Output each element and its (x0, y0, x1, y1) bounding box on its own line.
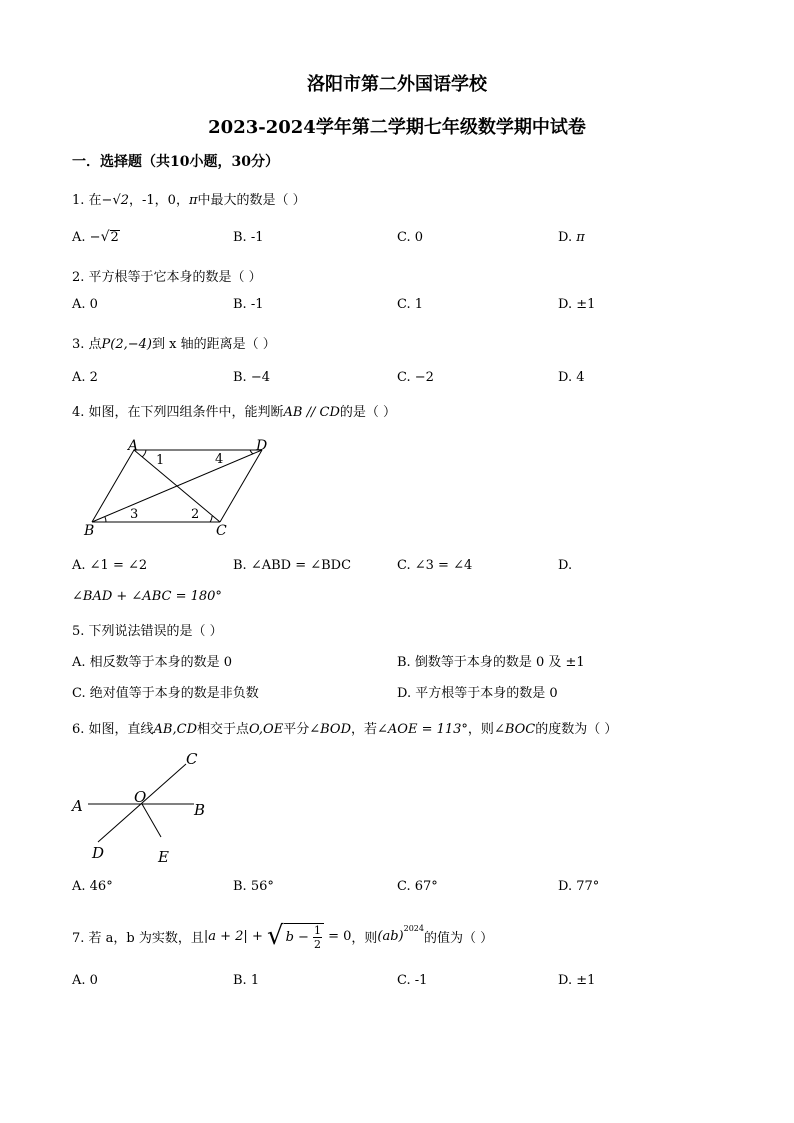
q4-prefix: 4. 如图，在下列四组条件中，能判断 (72, 405, 284, 420)
q1-pi: π (188, 193, 198, 208)
q6-option-c[interactable]: C. 67° (397, 879, 438, 894)
q1-sep2: ， (175, 193, 189, 208)
q7-mid: ，则 (351, 930, 378, 946)
minus-sign: − (89, 230, 101, 245)
ray-oe (142, 804, 161, 837)
q7-prefix: 7. 若 a，b 为实数，且 (72, 930, 204, 946)
q6-suffix: 的度数为（ ） (535, 722, 618, 737)
exam-title: 2023-2024学年第二学期七年级数学期中试卷 (208, 117, 586, 138)
diagonal-bd (92, 450, 262, 522)
label-angle-1: 1 (156, 453, 165, 468)
section-title: 一．选择题（共10小题，30分） (72, 154, 279, 170)
q3-prefix: 3. 点 (72, 337, 102, 352)
question-5: 5. 下列说法错误的是（ ） (72, 624, 223, 639)
q2-option-d[interactable]: D. ±1 (558, 297, 596, 312)
segment-dc (220, 450, 262, 522)
angle-arc-2 (210, 516, 212, 522)
q7-option-a[interactable]: A. 0 (72, 973, 98, 988)
angle-arc-4 (250, 450, 253, 454)
q4-option-d-content: ∠BAD + ∠ABC = 180° (72, 589, 222, 604)
fraction-numerator: 1 (313, 924, 321, 937)
q6-angle-boc: ∠BOC (493, 722, 536, 737)
q4-option-d[interactable]: D. (558, 558, 573, 573)
q7-option-d[interactable]: D. ±1 (558, 973, 596, 988)
school-title: 洛阳市第二外国语学校 (307, 74, 487, 95)
q7-radical (284, 923, 324, 951)
q5-option-d[interactable]: D. 平方根等于本身的数是 0 (397, 686, 558, 701)
label-e: E (158, 848, 169, 866)
q1-sep1: ，-1， (129, 193, 168, 208)
q7-option-b[interactable]: B. 1 (233, 973, 260, 988)
q1-prefix: 1. 在 (72, 193, 102, 208)
q4-option-b[interactable]: B. ∠ABD = ∠BDC (233, 558, 352, 573)
q1-neg-sqrt2: −√2 (101, 193, 129, 208)
label-c: C (186, 750, 198, 768)
label-angle-2: 2 (191, 507, 200, 522)
q6-points: O,OE (249, 722, 284, 737)
q7-plus: + (247, 928, 267, 944)
q4-suffix: 的是（ ） (339, 405, 397, 420)
q1-zero: 0 (167, 193, 176, 208)
q2-option-c[interactable]: C. 1 (397, 297, 424, 312)
q6-option-a[interactable]: A. 46° (72, 879, 113, 894)
fraction-half (313, 924, 322, 951)
radicand: 2 (110, 230, 119, 245)
segment-ab (92, 450, 134, 522)
q3-point: P(2,−4) (101, 337, 153, 352)
q7-equals-zero: = 0 (323, 928, 352, 944)
label-d: D (256, 438, 268, 454)
q1-suffix: 中最大的数是（ ） (197, 193, 306, 208)
question-7 (72, 914, 493, 958)
q7-exponent: 2024 (403, 923, 424, 933)
q6-option-d[interactable]: D. 77° (558, 879, 600, 894)
q4-option-a[interactable]: A. ∠1 = ∠2 (72, 558, 148, 573)
question-3 (72, 333, 276, 352)
q1-option-a[interactable]: A. −√2 (72, 229, 119, 245)
q6-mid3: ，若 (351, 722, 378, 737)
question-4 (72, 401, 396, 420)
q6-mid4: ，则 (467, 722, 494, 737)
sqrt-sign: √ (267, 921, 284, 951)
q4-figure-parallelogram (80, 436, 280, 540)
q7-base: (ab) (377, 928, 404, 944)
q3-option-c[interactable]: C. −2 (397, 370, 434, 385)
q4-expr: AB // CD (283, 405, 340, 420)
q7-option-c[interactable]: C. -1 (397, 973, 428, 988)
question-1 (72, 189, 306, 208)
angle-arc-1 (142, 450, 146, 457)
angle-arc-3 (105, 517, 106, 522)
label-b: B (84, 523, 95, 539)
question-6 (72, 718, 617, 737)
label-o: O (134, 788, 147, 806)
q3-option-b[interactable]: B. −4 (233, 370, 270, 385)
label-a: A (72, 797, 83, 815)
q7-radicand: b − (285, 930, 309, 945)
q6-angle-aoe: ∠AOE = 113° (377, 722, 468, 737)
q3-suffix: 到 x 轴的距离是（ ） (152, 337, 276, 352)
q6-figure-intersecting-lines (66, 748, 226, 870)
q3-option-d[interactable]: D. 4 (558, 370, 585, 385)
q4-option-c[interactable]: C. ∠3 = ∠4 (397, 558, 473, 573)
q7-abs-expr: |a + 2| (203, 928, 248, 944)
q3-option-a[interactable]: A. 2 (72, 370, 98, 385)
question-2: 2. 平方根等于它本身的数是（ ） (72, 270, 262, 285)
q1-option-c[interactable]: C. 0 (397, 230, 424, 245)
q6-mid1: 相交于点 (197, 722, 250, 737)
q1-option-b[interactable]: B. -1 (233, 230, 264, 245)
q2-option-b[interactable]: B. -1 (233, 297, 264, 312)
q6-lines: AB,CD (153, 722, 197, 737)
q6-mid2: 平分 (283, 722, 310, 737)
label-d: D (92, 844, 105, 862)
fraction-denominator: 2 (313, 938, 321, 951)
pi-value: π (576, 230, 585, 245)
q5-option-a[interactable]: A. 相反数等于本身的数是 0 (72, 655, 233, 670)
label-angle-3: 3 (130, 507, 139, 522)
q1-option-d[interactable] (558, 230, 585, 245)
label-c: C (216, 523, 227, 539)
q2-option-a[interactable]: A. 0 (72, 297, 98, 312)
option-label: D. (558, 230, 573, 245)
option-label: A. (72, 230, 86, 245)
q7-suffix: 的值为（ ） (423, 930, 494, 946)
label-b: B (194, 801, 206, 819)
q5-option-b[interactable]: B. 倒数等于本身的数是 0 及 ±1 (397, 655, 585, 670)
q5-option-c[interactable]: C. 绝对值等于本身的数是非负数 (72, 686, 259, 701)
q6-option-b[interactable]: B. 56° (233, 879, 274, 894)
q6-prefix: 6. 如图，直线 (72, 722, 154, 737)
label-a: A (128, 438, 139, 454)
q6-angle-bod: ∠BOD (309, 722, 351, 737)
label-angle-4: 4 (215, 452, 224, 467)
